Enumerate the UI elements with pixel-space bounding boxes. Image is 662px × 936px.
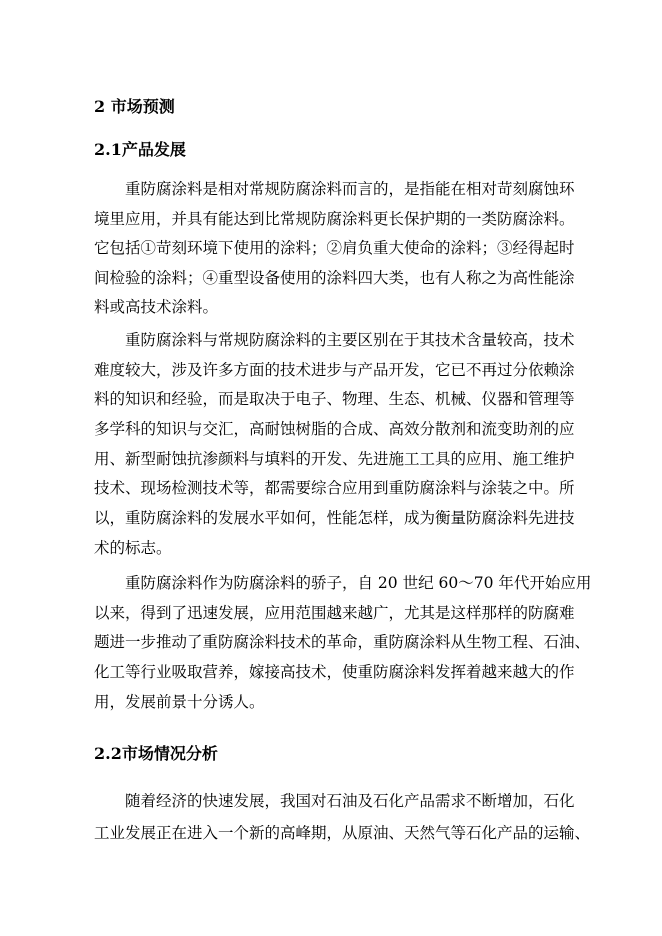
paragraph-line: 术的标志。 <box>94 539 172 557</box>
paragraph-line: 难度较大，涉及许多方面的技术进步与产品开发，它已不再过分依赖涂 <box>94 361 575 379</box>
paragraph-line: 技术、现场检测技术等，都需要综合应用到重防腐涂料与涂装之中。所 <box>94 479 575 497</box>
subsection-heading-2-1: 2.1产品发展 <box>94 140 186 159</box>
paragraph-line: 题进一步推动了重防腐涂料技术的革命，重防腐涂料从生物工程、石油、 <box>94 633 591 651</box>
paragraph-line: 多学科的知识与交汇，高耐蚀树脂的合成、高效分散剂和流变助剂的应 <box>94 420 575 438</box>
paragraph-line: 间检验的涂料；④重型设备使用的涂料四大类，也有人称之为高性能涂 <box>94 269 575 287</box>
paragraph-line: 工业发展正在进入一个新的高峰期，从原油、天然气等石化产品的运输、 <box>94 824 591 842</box>
paragraph-line: 料或高技术涂料。 <box>94 298 219 316</box>
paragraph-line: 用、新型耐蚀抗渗颜料与填料的开发、先进施工工具的应用、施工维护 <box>94 450 575 468</box>
paragraph-line: 以，重防腐涂料的发展水平如何，性能怎样，成为衡量防腐涂料先进技 <box>94 509 575 527</box>
paragraph-line: 随着经济的快速发展，我国对石油及石化产品需求不断增加，石化 <box>125 792 575 810</box>
paragraph-line: 用，发展前景十分诱人。 <box>94 693 265 711</box>
paragraph-line: 重防腐涂料是相对常规防腐涂料而言的，是指能在相对苛刻腐蚀环 <box>125 180 575 198</box>
paragraph-line: 境里应用，并具有能达到比常规防腐涂料更长保护期的一类防腐涂料。 <box>94 210 575 228</box>
subsection-heading-2-2: 2.2市场情况分析 <box>94 744 218 763</box>
paragraph-line: 它包括①苛刻环境下使用的涂料；②肩负重大使命的涂料；③经得起时 <box>94 239 575 257</box>
paragraph-line: 重防腐涂料与常规防腐涂料的主要区别在于其技术含量较高，技术 <box>125 331 575 349</box>
section-heading: 2 市场预测 <box>94 97 175 116</box>
paragraph-line: 化工等行业吸取营养，嫁接高技术，使重防腐涂料发挥着越来越大的作 <box>94 663 575 681</box>
paragraph-line: 重防腐涂料作为防腐涂料的骄子，自 20 世纪 60～70 年代开始应用 <box>125 574 592 592</box>
paragraph-line: 料的知识和经验，而是取决于电子、物理、生态、机械、仪器和管理等 <box>94 390 575 408</box>
paragraph-line: 以来，得到了迅速发展，应用范围越来越广，尤其是这样那样的防腐难 <box>94 604 575 622</box>
